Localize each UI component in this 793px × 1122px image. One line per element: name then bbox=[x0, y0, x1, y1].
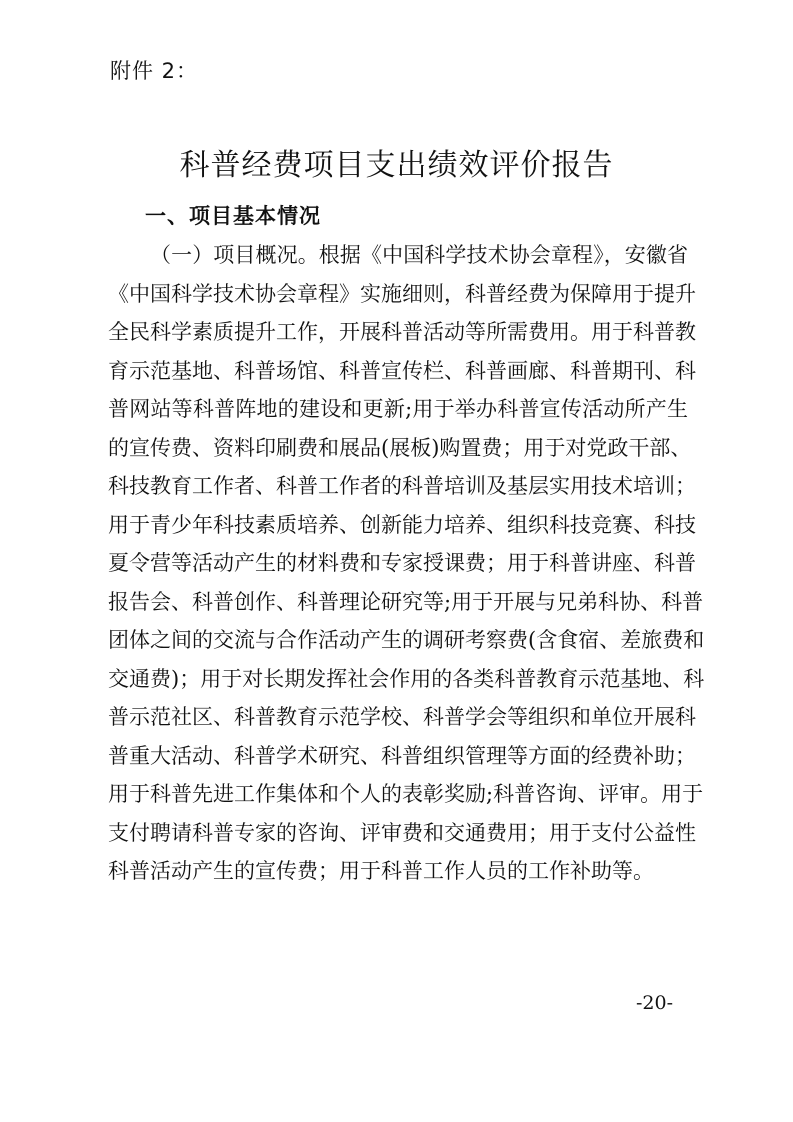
attachment-label: 附件 2： bbox=[110, 59, 199, 83]
paragraph-line: 的宣传费、资料印刷费和展品(展板)购置费；用于对党政干部、 bbox=[108, 435, 692, 460]
paragraph-line: 团体之间的交流与合作活动产生的调研考察费(含食宿、差旅费和 bbox=[108, 628, 705, 652]
paragraph-line: 交通费)；用于对长期发挥社会作用的各类科普教育示范基地、科 bbox=[108, 666, 705, 691]
paragraph-line: 《中国科学技术协会章程》实施细则，科普经费为保障用于提升 bbox=[108, 281, 696, 306]
body-paragraph bbox=[108, 236, 705, 891]
paragraph-line: 育示范基地、科普场馆、科普宣传栏、科普画廊、科普期刊、科 bbox=[108, 358, 696, 383]
paragraph-line: 普重大活动、科普学术研究、科普组织管理等方面的经费补助； bbox=[108, 743, 696, 768]
paragraph-line: 用于青少年科技素质培养、创新能力培养、组织科技竞赛、科技 bbox=[108, 512, 696, 537]
paragraph-line: 普网站等科普阵地的建设和更新;用于举办科普宣传活动所产生 bbox=[108, 397, 688, 421]
paragraph-line: 科技教育工作者、科普工作者的科普培训及基层实用技术培训； bbox=[108, 474, 696, 498]
page-number: -20- bbox=[636, 992, 674, 1014]
document-title: 科普经费项目支出绩效评价报告 bbox=[179, 148, 614, 183]
section-heading: 一、项目基本情况 bbox=[145, 204, 321, 228]
paragraph-line: 夏令营等活动产生的材料费和专家授课费；用于科普讲座、科普 bbox=[108, 551, 696, 575]
paragraph-line: 报告会、科普创作、科普理论研究等;用于开展与兄弟科协、科普 bbox=[108, 589, 704, 614]
paragraph-line: 用于科普先进工作集体和个人的表彰奖励;科普咨询、评审。用于 bbox=[108, 782, 704, 806]
paragraph-line: 全民科学素质提升工作，开展科普活动等所需费用。用于科普教 bbox=[108, 320, 696, 344]
paragraph-line: 科普活动产生的宣传费；用于科普工作人员的工作补助等。 bbox=[108, 859, 654, 883]
paragraph-line: 普示范社区、科普教育示范学校、科普学会等组织和单位开展科 bbox=[108, 705, 696, 729]
paragraph-line: 支付聘请科普专家的咨询、评审费和交通费用；用于支付公益性 bbox=[108, 820, 696, 845]
paragraph-line: （一）项目概况。根据《中国科学技术协会章程》，安徽省 bbox=[150, 243, 688, 267]
